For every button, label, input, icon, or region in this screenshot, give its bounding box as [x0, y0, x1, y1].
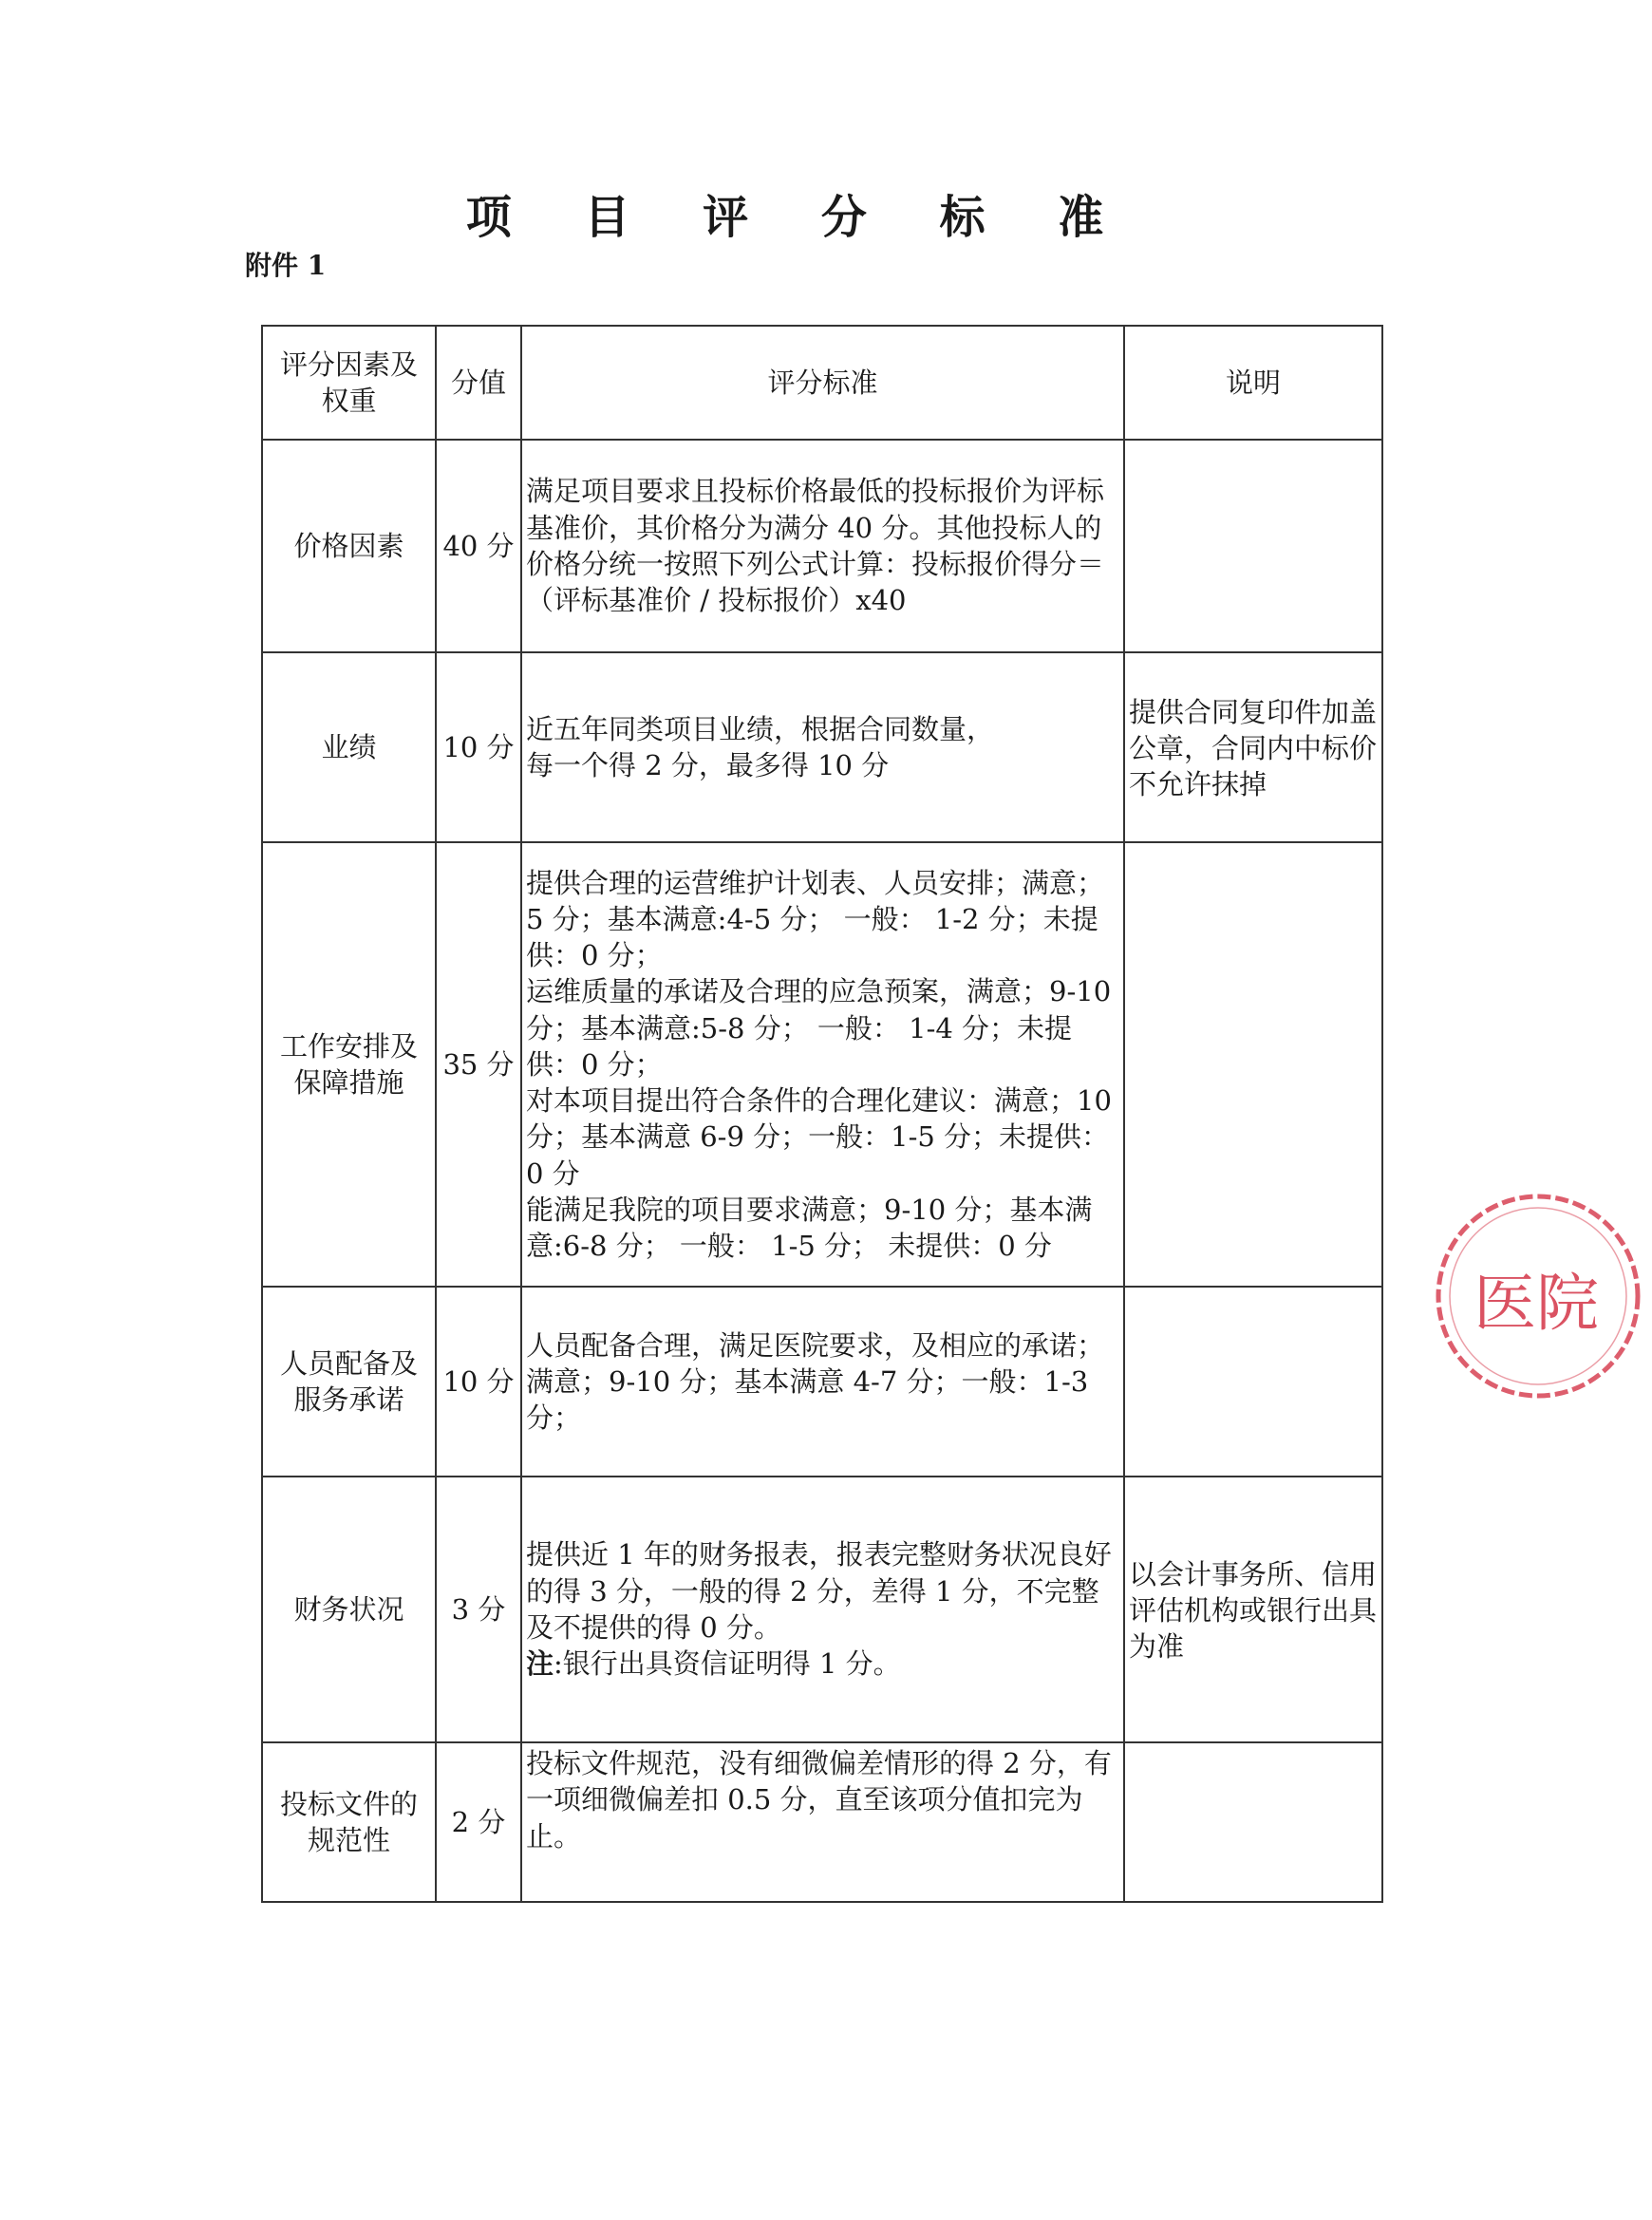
header-note: 说明 — [1124, 326, 1382, 440]
criteria-line: 每一个得 2 分，最多得 10 分 — [526, 749, 890, 781]
row-factor: 投标文件的规范性 — [262, 1742, 436, 1902]
row-note — [1124, 1742, 1382, 1902]
row-criteria — [521, 1287, 1124, 1477]
criteria-line: 投标文件规范，没有细微偏差情形的得 2 分，有一项细微偏差扣 0.5 分，直至该项分值扣完为止。 — [526, 1747, 1112, 1853]
official-seal-stamp — [1424, 1182, 1652, 1410]
row-factor: 财务状况 — [262, 1477, 436, 1742]
row-factor: 业绩 — [262, 652, 436, 842]
criteria-line: 满足项目要求且投标价格最低的投标报价为评标基准价，其价格分为满分 40 分。其他投标人的价格分统一按照下列公式计算：投标报价得分＝（评标基准价 / 投标报价）x40 — [526, 475, 1105, 617]
table-header-row — [262, 326, 1382, 440]
table-row — [262, 440, 1382, 652]
table-row — [262, 652, 1382, 842]
row-factor: 人员配备及服务承诺 — [262, 1287, 436, 1477]
header-score: 分值 — [436, 326, 521, 440]
page-title: 项 目 评 分 标 准 — [465, 191, 1133, 244]
seal-ring — [1438, 1196, 1638, 1396]
criteria-line: 运维质量的承诺及合理的应急预案，满意；9-10 分；基本满意:5-8 分； 一般： 1-4 分；未提供：0 分； — [526, 975, 1112, 1081]
row-score: 10 分 — [436, 652, 521, 842]
row-note: 以会计事务所、信用评估机构或银行出具为准 — [1124, 1477, 1382, 1742]
table-row — [262, 1477, 1382, 1742]
criteria-line: 对本项目提出符合条件的合理化建议：满意；10 分；基本满意 6-9 分；一般：1-5 分；未提供：0 分 — [526, 1084, 1112, 1190]
row-criteria — [521, 440, 1124, 652]
criteria-line: 近五年同类项目业绩，根据合同数量， — [526, 712, 995, 745]
criteria-line: 人员配备合理，满足医院要求，及相应的承诺； — [526, 1328, 1105, 1362]
row-criteria — [521, 842, 1124, 1287]
scoring-table — [261, 325, 1383, 1903]
table-row — [262, 1742, 1382, 1902]
row-score: 3 分 — [436, 1477, 521, 1742]
row-note — [1124, 440, 1382, 652]
row-score: 2 分 — [436, 1742, 521, 1902]
criteria-note-line — [526, 1646, 1119, 1682]
seal-text: 医院 — [1474, 1267, 1599, 1340]
row-factor: 价格因素 — [262, 440, 436, 652]
row-score: 10 分 — [436, 1287, 521, 1477]
criteria-note-text: :银行出具资信证明得 1 分。 — [554, 1647, 901, 1681]
criteria-line: 满意；9-10 分；基本满意 4-7 分；一般：1-3 分； — [526, 1364, 1089, 1435]
criteria-line: 能满足我院的项目要求满意；9-10 分；基本满意:6-8 分； 一般： 1-5 分； 未提供：0 分 — [526, 1193, 1093, 1263]
header-criteria: 评分标准 — [521, 326, 1124, 440]
attachment-label: 附件 1 — [245, 250, 327, 281]
row-criteria — [521, 652, 1124, 842]
row-criteria — [521, 1742, 1124, 1902]
row-criteria — [521, 1477, 1124, 1742]
row-score: 35 分 — [436, 842, 521, 1287]
table-row — [262, 1287, 1382, 1477]
criteria-line: 提供近 1 年的财务报表，报表完整财务状况良好的得 3 分，一般的得 2 分，差得 1 分，不完整及不提供的得 0 分。 — [526, 1538, 1112, 1644]
row-factor: 工作安排及保障措施 — [262, 842, 436, 1287]
row-note — [1124, 842, 1382, 1287]
row-note — [1124, 1287, 1382, 1477]
table-row — [262, 842, 1382, 1287]
row-score: 40 分 — [436, 440, 521, 652]
header-factor: 评分因素及权重 — [262, 326, 436, 440]
criteria-note-label: 注 — [526, 1647, 554, 1681]
seal-inner-ring — [1450, 1208, 1626, 1384]
row-note: 提供合同复印件加盖公章，合同内中标价不允许抹掉 — [1124, 652, 1382, 842]
criteria-line: 提供合理的运营维护计划表、人员安排；满意； 5 分；基本满意:4-5 分； 一般： 1-2 分；未提供：0 分； — [526, 866, 1105, 972]
